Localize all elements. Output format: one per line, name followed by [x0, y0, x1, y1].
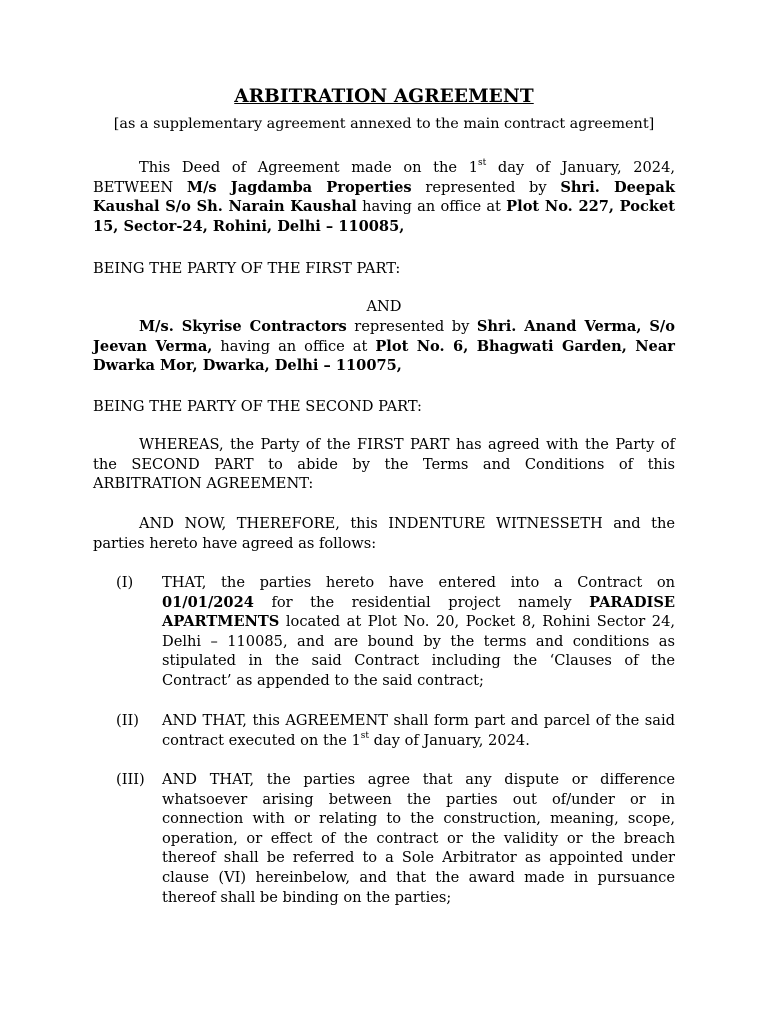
contract-date: 01/01/2024 [162, 593, 254, 611]
second-part-label: BEING THE PARTY OF THE SECOND PART: [93, 398, 422, 415]
second-party-paragraph [93, 317, 675, 376]
second-text-1: represented by [346, 318, 477, 335]
party2-address: Plot No. 6, Bhagwati Garden, Near Dwarka Mor, Dwarka, Delhi – 110075, [93, 337, 675, 375]
clause-2-ordinal-suffix: st [360, 730, 370, 741]
clause-1-text-1: THAT, the parties hereto have entered into a Contract on [162, 574, 675, 591]
second-text-2: having an office at [212, 337, 376, 355]
intro-ordinal-suffix: st [477, 158, 487, 169]
clause-1-text-2: for the residential project namely [253, 593, 590, 611]
whereas-paragraph [93, 435, 675, 494]
clause-1-number: (I) [116, 574, 134, 591]
intro-text-3: represented by [411, 178, 561, 196]
first-part-label: BEING THE PARTY OF THE FIRST PART: [93, 260, 401, 277]
clause-2-text-2: day of January, 2024. [369, 731, 530, 749]
clause-2-body [162, 711, 675, 750]
clause-1-body [162, 573, 675, 691]
party1-address: Plot No. 227, Pocket 15, Sector-24, Rohini, Delhi – 110085, [93, 198, 676, 235]
party1-name: M/s Jagdamba Properties [186, 178, 412, 196]
now-therefore-paragraph [93, 514, 675, 553]
party1-representative: Shri. Deepak Kaushal S/o Sh. Narain Kaushal [93, 178, 675, 216]
intro-text-4: having an office at [356, 198, 507, 216]
document-title: ARBITRATION AGREEMENT [234, 86, 534, 107]
party2-name: M/s. Skyrise Contractors [139, 318, 347, 335]
party2-representative: Shri. Anand Verma, S/o Jeevan Verma, [93, 318, 675, 355]
document-subtitle: [as a supplementary agreement annexed to the main contract agreement] [113, 116, 655, 132]
whereas-text: WHEREAS, the Party of the FIRST PART has agreed with the Party of the SECOND PART to abide by the Terms and Conditions of this ARBITRATION AGREEMENT: [93, 436, 675, 493]
intro-paragraph [93, 158, 675, 236]
clause-1-text-3: located at Plot No. 20, Pocket 8, Rohini Sector 24, Delhi – 110085, and are bound by the terms and conditions as stipulated in the said Contract including the ‘Clauses of the Contract’ as appended to the said contract; [162, 613, 675, 689]
and-label: AND [366, 298, 402, 315]
clause-3-body: AND THAT, the parties agree that any dispute or difference whatsoever arising between the parties out of/under or in connection with or relating to the construction, meaning, scope, operation, or effect of the contract or the validity or the breach thereof shall be referred to a Sole Arbitrator as appointed under clause (VI) hereinbelow, and that the award made in pursuance thereof shall be binding on the parties; [162, 771, 675, 906]
clause-2-number: (II) [116, 712, 139, 729]
clause-3-number: (III) [116, 771, 145, 788]
intro-text-1: This Deed of Agreement made on the 1 [139, 159, 478, 176]
intro-text-2: day of January, 2024, BETWEEN [93, 159, 675, 196]
project-name: PARADISE APARTMENTS [162, 593, 675, 631]
now-therefore-text: AND NOW, THEREFORE, this INDENTURE WITNESSETH and the parties hereto have agreed as follows: [93, 515, 675, 552]
clause-2-text-1: AND THAT, this AGREEMENT shall form part and parcel of the said contract executed on the 1 [162, 712, 675, 749]
